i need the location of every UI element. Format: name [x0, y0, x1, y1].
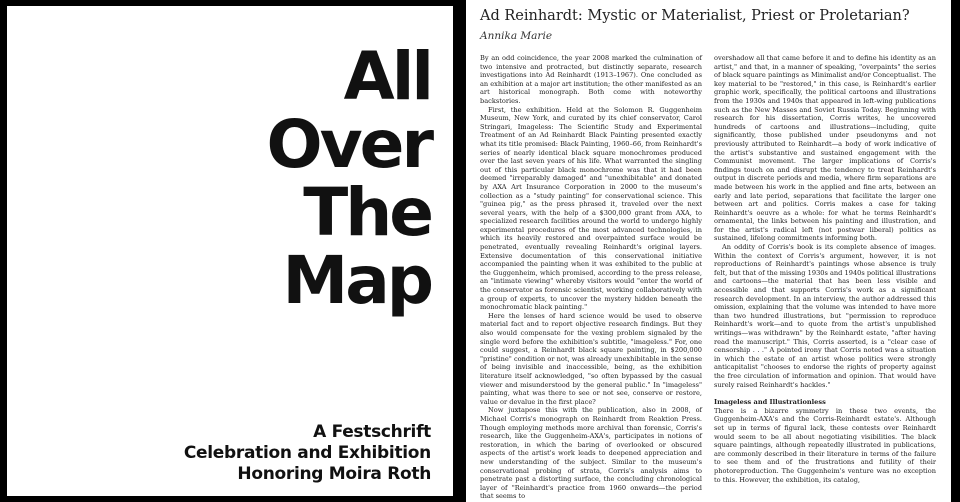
paragraph: By an odd coincidence, the year 2008 marked the culmination of two intensive and protracted, but distinctly separate, research investigations into Ad Reinhardt (1913–1967). One concluded as an exhibition at a major art institution; the other manifested as an art historical monograph. Both come with noteworthy backstories. [480, 54, 702, 105]
cover-subtitle-line: Honoring Moira Roth [237, 464, 431, 484]
paragraph: Now juxtapose this with the publication, also in 2008, of Michael Corris's monograph on Reinhardt from Reaktion Press. Though employing methods more archival than forensic, Corris's research, like the Guggenheim-AXA's, participates in notions of restoration, in which the baring of overlooked or obscured aspects of the artist's work leads to deepened appreciation and new understanding of the subject. Similar to the museum's conservational probing of strata, Corris's analysis aims to penetrate past a distorting surface, the concluding chronological layer of "Reinhardt's practice from 1960 onwards—the period that seems to [480, 406, 702, 501]
paragraph: An oddity of Corris's book is its complete absence of images. Within the context of Corris's argument, however, it is not reproductions of Reinhardt's paintings whose absence is truly felt, but that of the missing 1930s and 1940s political illustrations and cartoons—the material that has been less visible and accessible and that supports Corris's work as a significant research development. In an interview, the author addressed this omission, explaining that the volume was intended to have more than two hundred illustrations, but "permission to reproduce Reinhardt's work—and to quote from the artist's unpublished writings—was withdrawn" by the Reinhardt estate, "after having read the manuscript." This, Corris asserted, is a "clear case of censorship . . ." A pointed irony that Corris noted was a situation in which the estate of an artist whose politics were strongly anticapitalist "chooses to endorse the rights of property against the free circulation of information and opinion. That would have surely raised Reinhardt's hackles." [714, 243, 936, 389]
right-column [714, 54, 936, 484]
paragraph: There is a bizarre symmetry in these two events, the Guggenheim-AXA's and the Corris-Reinhardt estate's. Although set up in terms of figural lack, these contests over Reinhardt would seem to be all about negotiating visibilities. The black square paintings, although repeatedly illustrated in publications, are commonly described in their literature in terms of the failure to see them and of the frustrations and futility of their photoreproduction. The Guggenheim's venture was no exception to this. However, the exhibition, its catalog, [714, 406, 936, 484]
book-cover [7, 6, 453, 496]
cover-subtitle-line: Celebration and Exhibition [183, 443, 431, 463]
paragraph: overshadow all that came before it and to define his identity as an artist," and that, in a manner of speaking, "overpaints" the series of black square paintings as Minimalist and/or Conceptualist. The key material to be "restored," in this case, is Reinhardt's earlier graphic work, specifically, the political cartoons and illustrations from the 1930s and 1940s that appeared in left-wing publications such as the New Masses and Soviet Russia Today. Beginning with research for his dissertation, Corris writes, he uncovered hundreds of cartoons and illustrations—including, quite significantly, those published under pseudonyms and not previously attributed to Reinhardt—a body of work indicative of the artist's substantive and sustained engagement with the Communist movement. The larger implications of Corris's findings touch on and disrupt the tendency to treat Reinhardt's output in discrete periods and media, where firm separations are made between his work in the applied and fine arts, between an early and late period, separations that facilitate the larger one between art and politics. Corris makes a case for taking Reinhardt's oeuvre as a whole: for what he terms Reinhardt's ornamental, the links between his painting and illustration, and for the artist's radical left (not postwar liberal) politics as sustained, lifelong commitments informing both. [714, 54, 936, 243]
cover-title-line: Over [266, 106, 431, 183]
article-title: Ad Reinhardt: Mystic or Materialist, Priest or Proletarian? [480, 8, 910, 24]
cover-title-line: The [303, 174, 431, 251]
article-page [466, 0, 951, 502]
section-heading: Imageless and Illustrationless [714, 398, 826, 407]
left-column [480, 54, 702, 501]
paragraph: Here the lenses of hard science would be used to observe material fact and to report objective research findings. But they also would compensate for the vexing problem signaled by the single word before the exhibition's subtitle, "imageless." For, one could suggest, a Reinhardt black square painting, in $200,000 "pristine" condition or not, was already unexhibitable in the sense of being invisible and inaccessible, being, as the exhibition literature itself acknowledged, "so often bypassed by the casual viewer and misunderstood by the general public." In "imageless" painting, what was there to see or not see, conserve or restore, value or devalue in the first place? [480, 311, 702, 406]
cover-title-line: Map [282, 242, 431, 319]
article-author: Annika Marie [480, 30, 553, 42]
cover-subtitle-line: A Festschrift [313, 422, 431, 442]
paragraph: First, the exhibition. Held at the Solomon R. Guggenheim Museum, New York, and curated by its chief conservator, Carol Stringari, Imageless: The Scientific Study and Experimental Treatment of an Ad Reinhardt Black Painting presented exactly what its title promised: Black Painting, 1960–66, from Reinhardt's series of nearly identical black square monochromes produced over the last seven years of his life. What warranted the singling out of this particular black monochrome was that it had been deemed "irreparably damaged" and "unexhibitable" and donated by AXA Art Insurance Corporation in 2000 to the museum's collection as a "study painting" for conservational science. This "guinea pig," as the press phrased it, traveled over the next several years, with the help of a $300,000 grant from AXA, to specialized research facilities around the world to undergo highly experimental procedures of the most advanced technologies, in which its heavily restored and overpainted surface would be penetrated, eventually revealing Reinhardt's original layers. Extensive documentation of this conservational initiative accompanied the painting when it was exhibited to the public at the Guggenheim, which promised, according to the press release, an "intimate viewing" whereby visitors would "enter the world of the conservator as forensic scientist, working collaboratively with a group of experts, to uncover the mystery hidden beneath the monochromatic black painting." [480, 105, 702, 312]
cover-title-line: All [343, 38, 431, 115]
